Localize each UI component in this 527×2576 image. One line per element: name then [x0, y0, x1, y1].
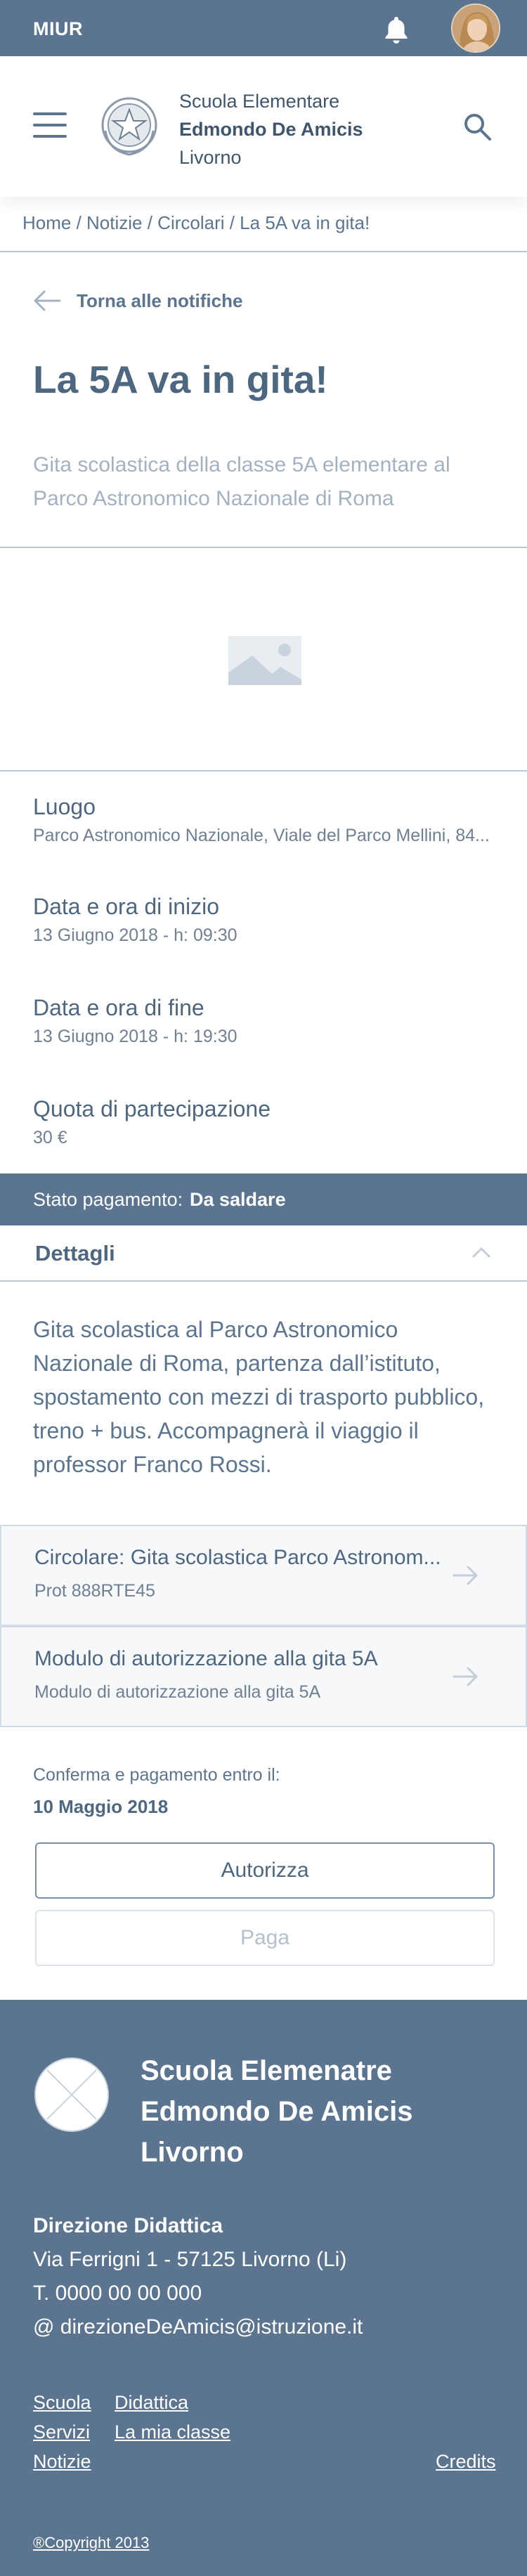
info-label: Data e ora di inizio	[33, 894, 220, 919]
pay-button[interactable]: Paga	[35, 1910, 495, 1966]
bell-icon[interactable]	[381, 14, 412, 45]
search-icon[interactable]	[462, 111, 493, 142]
back-link-label: Torna alle notifiche	[77, 290, 243, 311]
attachment-subtitle: Prot 888RTE45	[34, 1581, 155, 1601]
republic-emblem-icon	[98, 90, 160, 160]
details-body: Gita scolastica al Parco Astronomico Nazionale di Roma, partenza dall’istituto, spostamento con mezzi di trasporto pubblico, treno + bus. Accompagnerà il viaggio il professor Franco Rossi.	[33, 1317, 485, 1477]
attachment-title: Circolare: Gita scolastica Parco Astronom...	[34, 1546, 441, 1569]
school-name-line3: Livorno	[179, 147, 242, 168]
footer-link-credits[interactable]: Credits	[436, 2451, 496, 2472]
menu-icon[interactable]	[33, 112, 67, 138]
deadline-value: 10 Maggio 2018	[33, 1796, 169, 1817]
details-accordion-header[interactable]	[0, 1225, 527, 1282]
payment-status-label: Stato pagamento:	[33, 1189, 183, 1210]
image-placeholder	[0, 547, 527, 772]
info-fee	[33, 1096, 511, 1148]
info-label: Quota di partecipazione	[33, 1096, 271, 1121]
attachment-subtitle: Modulo di autorizzazione alla gita 5A	[34, 1682, 321, 1702]
school-name-line1: Scuola Elementare	[179, 91, 340, 112]
footer-street: Via Ferrigni 1 - 57125 Livorno (Li)	[33, 2248, 347, 2271]
info-value: 13 Giugno 2018 - h: 19:30	[33, 1027, 238, 1046]
page-subtitle: Gita scolastica della classe 5A elementare al Parco Astronomico Nazionale di Roma	[33, 453, 450, 510]
footer-email[interactable]: @ direzioneDeAmicis@istruzione.it	[33, 2315, 363, 2338]
org-name[interactable]: MIUR	[33, 18, 83, 39]
back-link[interactable]	[33, 287, 242, 315]
attachment-title: Modulo di autorizzazione alla gita 5A	[34, 1647, 378, 1670]
school-name[interactable]	[179, 87, 363, 171]
image-icon	[228, 636, 301, 685]
footer-link-servizi[interactable]: Servizi	[33, 2421, 91, 2442]
footer-link-notizie[interactable]: Notizie	[33, 2451, 91, 2472]
footer-link-la-mia-classe[interactable]: La mia classe	[115, 2421, 231, 2442]
school-logo-placeholder-icon	[33, 2056, 110, 2133]
footer-school-name: Scuola Elemenatre Edmondo De Amicis Livorno	[141, 2055, 413, 2168]
breadcrumb[interactable]: Home / Notizie / Circolari / La 5A va in gita!	[22, 212, 370, 233]
info-start-date	[33, 894, 511, 946]
chevron-up-icon[interactable]	[472, 1245, 490, 1259]
info-location	[33, 794, 511, 846]
page-title: La 5A va in gita!	[33, 358, 328, 401]
site-footer	[0, 2000, 527, 2576]
payment-status-value: Da saldare	[190, 1189, 286, 1210]
info-label: Data e ora di fine	[33, 995, 204, 1020]
footer-link-scuola[interactable]: Scuola	[33, 2392, 91, 2413]
attachment-item[interactable]	[0, 1626, 527, 1727]
footer-link-didattica[interactable]: Didattica	[115, 2392, 189, 2413]
details-title: Dettagli	[35, 1241, 115, 1266]
deadline-label: Conferma e pagamento entro il:	[33, 1765, 280, 1785]
footer-phone: T. 0000 00 00 000	[33, 2282, 202, 2305]
arrow-right-icon	[453, 1665, 479, 1688]
info-value: 30 €	[33, 1128, 67, 1147]
info-value: 13 Giugno 2018 - h: 09:30	[33, 925, 238, 945]
info-end-date	[33, 995, 511, 1047]
user-avatar[interactable]	[451, 4, 500, 53]
site-header	[0, 56, 527, 197]
footer-direction: Direzione Didattica	[33, 2214, 223, 2237]
arrow-left-icon	[33, 290, 61, 312]
school-name-line2: Edmondo De Amicis	[179, 119, 363, 140]
attachment-item[interactable]	[0, 1525, 527, 1626]
arrow-right-icon	[453, 1564, 479, 1587]
footer-address	[33, 2209, 363, 2344]
authorize-button[interactable]: Autorizza	[35, 1842, 495, 1899]
breadcrumb-divider	[0, 251, 527, 252]
footer-copyright[interactable]: ®Copyright 2013	[33, 2534, 150, 2551]
top-bar	[0, 0, 527, 56]
info-label: Luogo	[33, 794, 96, 819]
info-value: Parco Astronomico Nazionale, Viale del Parco Mellini, 84...	[33, 826, 490, 845]
payment-status-bar	[0, 1173, 527, 1225]
